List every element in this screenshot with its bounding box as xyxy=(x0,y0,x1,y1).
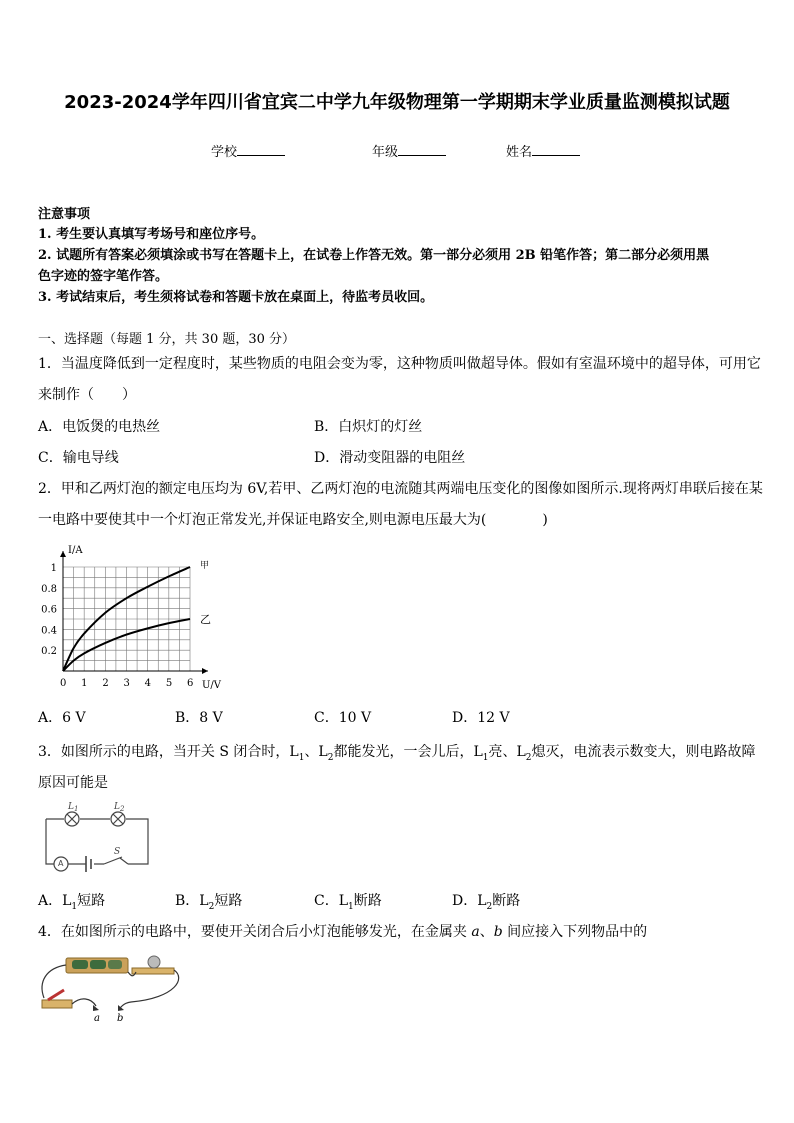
q1-option-b: B．白炽灯的灯丝 xyxy=(314,419,423,435)
q2-option-c: C．10 V xyxy=(314,710,372,726)
y-tick-label: 0.6 xyxy=(41,604,57,616)
note-item: 1. 考生要认真填写考场号和座位序号。 xyxy=(38,227,265,242)
bulb-icon xyxy=(148,956,160,968)
q3-option-a: A．$L_1$短路 xyxy=(38,893,106,912)
clip-a-label: a xyxy=(94,1013,100,1024)
q1-stem-2: 来制作（ ） xyxy=(38,387,136,403)
x-axis-label: U/V xyxy=(202,680,222,691)
x-tick-label: 4 xyxy=(144,678,152,689)
q1-option-c: C．输电导线 xyxy=(38,450,119,466)
q3-stem-2: 原因可能是 xyxy=(38,775,108,791)
notes-heading: 注意事项 xyxy=(38,207,91,222)
x-tick-label: 6 xyxy=(187,678,194,689)
circuit-photo-q4 xyxy=(36,950,186,1025)
svg-text:L2: $L_2$ xyxy=(114,802,125,813)
clip-b-label: b xyxy=(117,1013,124,1024)
y-tick-label: 0.8 xyxy=(41,583,57,595)
svg-text:A: A xyxy=(58,859,64,868)
q1-option-a: A．电饭煲的电热丝 xyxy=(38,419,161,435)
q2-option-a: A．6 V xyxy=(38,710,86,726)
q4-stem: 4．在如图所示的电路中，要使开关闭合后小灯泡能够发光，在金属夹 a、b 间应接入下列物品中的 xyxy=(38,924,648,940)
section-heading: 一、选择题（每题 1 分，共 30 题，30 分） xyxy=(38,332,296,347)
q3-option-c: C．$L_1$断路 xyxy=(314,893,382,912)
clip-b xyxy=(118,1005,124,1011)
note-item: 2. 试题所有答案必须填涂或书写在答题卡上，在试卷上作答无效。第一部分必须用 2B 铅笔作答；第二部分必须用黑 xyxy=(38,248,710,263)
q1-stem: 1．当温度降低到一定程度时，某些物质的电阻会变为零，这种物质叫做超导体。假如有室温环境中的超导体，可用它 xyxy=(38,356,761,372)
switch-base xyxy=(42,1000,72,1008)
switch-lever xyxy=(48,990,64,1000)
q3-option-d: D．$L_2$断路 xyxy=(452,893,521,912)
q2-option-b: B．8 V xyxy=(175,710,223,726)
q1-option-d: D．滑动变阻器的电阻丝 xyxy=(314,450,466,466)
circuit-diagram-q3 xyxy=(38,800,154,874)
x-tick-label: 1 xyxy=(81,678,88,689)
q2-stem: 2．甲和乙两灯泡的额定电压均为 6V,若甲、乙两灯泡的电流随其两端电压变化的图像如图所示.现将两灯串联后接在某 xyxy=(38,481,763,497)
x-tick-label: 3 xyxy=(123,678,130,689)
x-axis-arrow xyxy=(202,668,208,674)
q2-stem-2: 一电路中要使其中一个灯泡正常发光,并保证电路安全,则电源电压最大为( ) xyxy=(38,512,548,528)
note-item: 色字迹的签字笔作答。 xyxy=(38,269,169,284)
name-field: 姓名 xyxy=(506,141,580,160)
svg-text:S: S xyxy=(114,847,121,857)
series-label: 乙 xyxy=(200,613,211,626)
school-field: 学校 xyxy=(211,141,285,160)
q2-option-d: D．12 V xyxy=(452,710,510,726)
page-title: 2023-2024学年四川省宜宾二中学九年级物理第一学期期末学业质量监测模拟试题 xyxy=(64,92,730,113)
y-axis-arrow xyxy=(60,551,66,557)
x-tick-label: 2 xyxy=(102,678,109,689)
x-tick-label: 5 xyxy=(165,678,173,689)
note-item: 3. 考试结束后，考生须将试卷和答题卡放在桌面上，待监考员收回。 xyxy=(38,290,434,305)
y-tick-label: 0.2 xyxy=(41,646,57,658)
grade-field: 年级 xyxy=(372,141,446,160)
series-label: 甲 xyxy=(200,561,210,571)
q3-option-b: B．$L_2$短路 xyxy=(175,893,243,912)
x-tick-label: 0 xyxy=(60,678,67,689)
y-axis-label: I/A xyxy=(68,545,83,556)
lamp-holder xyxy=(132,968,174,974)
y-tick-label: 1 xyxy=(50,563,57,574)
y-tick-label: 0.4 xyxy=(41,625,57,637)
svg-text:L1: $L_1$ xyxy=(68,802,79,813)
q3-stem: 3．如图所示的电路，当开关 S 闭合时，$L_1$、$L_2$都能发光，一会儿后，$L_1$亮、$L_2$熄灭，电流表示数变大，则电路故障 xyxy=(38,744,756,763)
iu-chart xyxy=(30,538,230,696)
